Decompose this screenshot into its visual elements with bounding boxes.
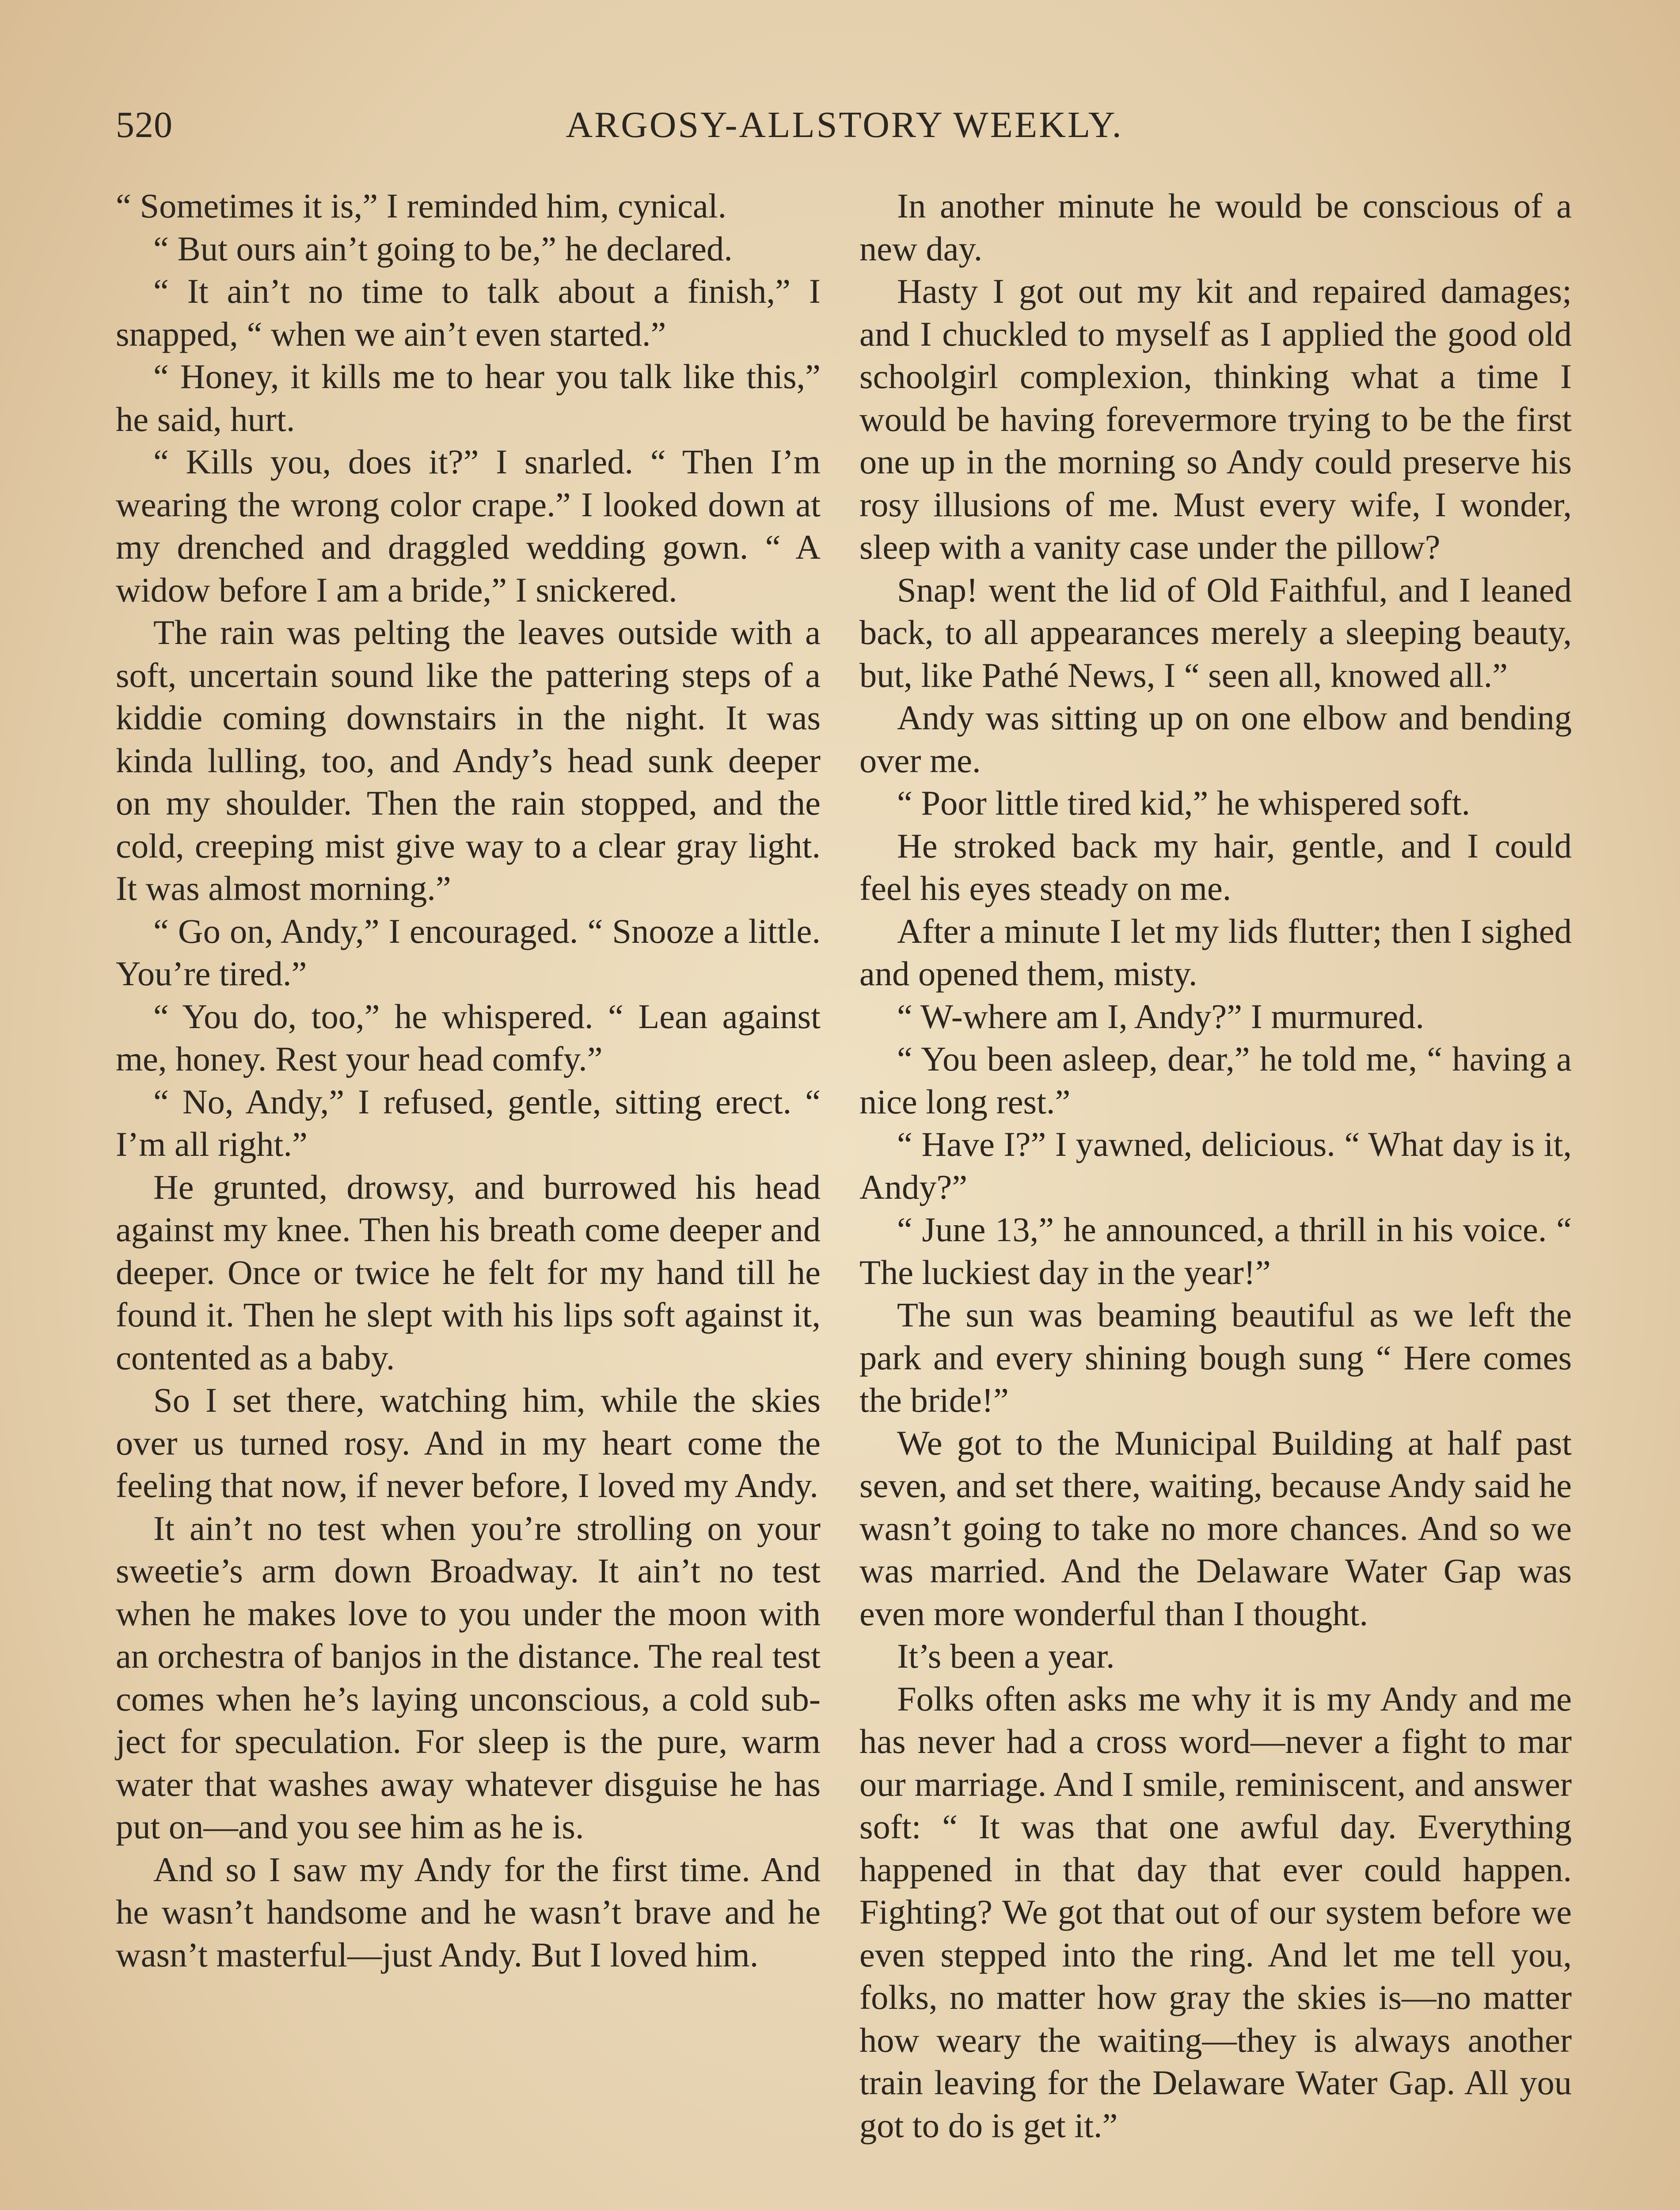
paragraph: Folks often asks me why it is my Andy and me has never had a cross word—never a fight to mar our marriage. And I smile, reminiscent, and answer soft: “ It was that one awful day. Everything happened in that day that ever could happen. Fighting? We got that out of our system before we even stepped into the ring. And let me tell you, folks, no matter how gray the skies is—no matter how weary the waiting—they is always another train leaving for the Delaware Water Gap. All you got to do is get it.” [859, 1679, 1572, 2145]
paragraph: And so I saw my Andy for the first time. And he wasn’t handsome and he wasn’t brave and he wasn’t masterful—just Andy. But I loved him. [116, 1850, 821, 1974]
left-column [116, 185, 821, 1976]
paragraph: The rain was pelting the leaves outside with a soft, uncertain sound like the pattering steps of a kiddie coming downstairs in the night. It was kinda lulling, too, and Andy’s head sunk deeper on my shoulder. Then the rain stopped, and the cold, creeping mist give way to a clear gray light. It was almost morning.” [116, 613, 821, 907]
paragraph: “ Poor little tired kid,” he whispered soft. [897, 784, 1471, 822]
paragraph: Andy was sitting up on one elbow and bending over me. [859, 698, 1572, 780]
page-header [116, 101, 1573, 149]
paragraph: “ No, Andy,” I refused, gentle, sitting erect. “ I’m all right.” [116, 1082, 821, 1163]
running-title: ARGOSY-ALLSTORY WEEKLY. [566, 104, 1123, 145]
paragraph: “ W-where am I, Andy?” I murmured. [897, 997, 1425, 1036]
paragraph: Snap! went the lid of Old Faithful, and I leaned back, to all appearances merely a sleeping beauty, but, like Pathé News, I “ seen all, knowed all.” [859, 570, 1572, 694]
paragraph: He stroked back my hair, gentle, and I could feel his eyes steady on me. [859, 826, 1572, 907]
paragraph: “ Have I?” I yawned, delicious. “ What day is it, Andy?” [859, 1125, 1572, 1206]
paragraph: “ Go on, Andy,” I encouraged. “ Snooze a little. You’re tired.” [116, 911, 821, 993]
paragraph: So I set there, watching him, while the skies over us turned rosy. And in my heart come the feeling that now, if never before, I loved my Andy. [116, 1381, 821, 1505]
paragraph: We got to the Municipal Building at half past seven, and set there, waiting, because Andy said he wasn’t going to take no more chances. And so we was married. And the Delaware Water Gap was even more wonderful than I thought. [859, 1423, 1572, 1633]
page-number: 520 [116, 104, 173, 145]
paragraph: Hasty I got out my kit and repaired damages; and I chuckled to myself as I applied the good old schoolgirl complexion, thinking what a time I would be having forevermore trying to be the first one up in the morning so Andy could preserve his rosy illusions of me. Must every wife, I wonder, sleep with a vanity case under the pillow? [859, 272, 1572, 566]
paragraph: In another minute he would be conscious of a new day. [859, 187, 1572, 268]
paragraph: After a minute I let my lids flutter; then I sighed and opened them, misty. [859, 911, 1572, 993]
paragraph: “ You do, too,” he whispered. “ Lean against me, honey. Rest your head comfy.” [116, 997, 821, 1078]
paragraph: “ Honey, it kills me to hear you talk like this,” he said, hurt. [116, 357, 821, 438]
right-column [859, 185, 1572, 2147]
paragraph: “ June 13,” he announced, a thrill in his voice. “ The luckiest day in the year!” [859, 1210, 1572, 1292]
paragraph: The sun was beaming beautiful as we left the park and every shining bough sung “ Here comes the bride!” [859, 1296, 1572, 1419]
paragraph: “ You been asleep, dear,” he told me, “ having a nice long rest.” [859, 1040, 1572, 1121]
paragraph: He grunted, drowsy, and burrowed his head against my knee. Then his breath come deeper and deeper. Once or twice he felt for my hand till he found it. Then he slept with his lips soft against it, contented as a baby. [116, 1167, 821, 1377]
paragraph: “ Sometimes it is,” I reminded him, cynical. [116, 187, 727, 225]
paragraph: It’s been a year. [897, 1637, 1115, 1675]
paragraph: It ain’t no test when you’re strolling on your sweetie’s arm down Broadway. It ain’t no test when he makes love to you under the moon with an orchestra of banjos in the distance. The real test comes when he’s laying unconscious, a cold subject for speculation. For sleep is the pure, warm water that washes away whatever disguise he has put on—and you see him as he is. [116, 1509, 821, 1846]
paragraph: “ Kills you, does it?” I snarled. “ Then I’m wearing the wrong color crape.” I looked down at my drenched and draggled wedding gown. “ A widow before I am a bride,” I snickered. [116, 442, 821, 609]
paragraph: “ It ain’t no time to talk about a finish,” I snapped, “ when we ain’t even started.” [116, 272, 821, 353]
paragraph: “ But ours ain’t going to be,” he declared. [153, 229, 733, 268]
